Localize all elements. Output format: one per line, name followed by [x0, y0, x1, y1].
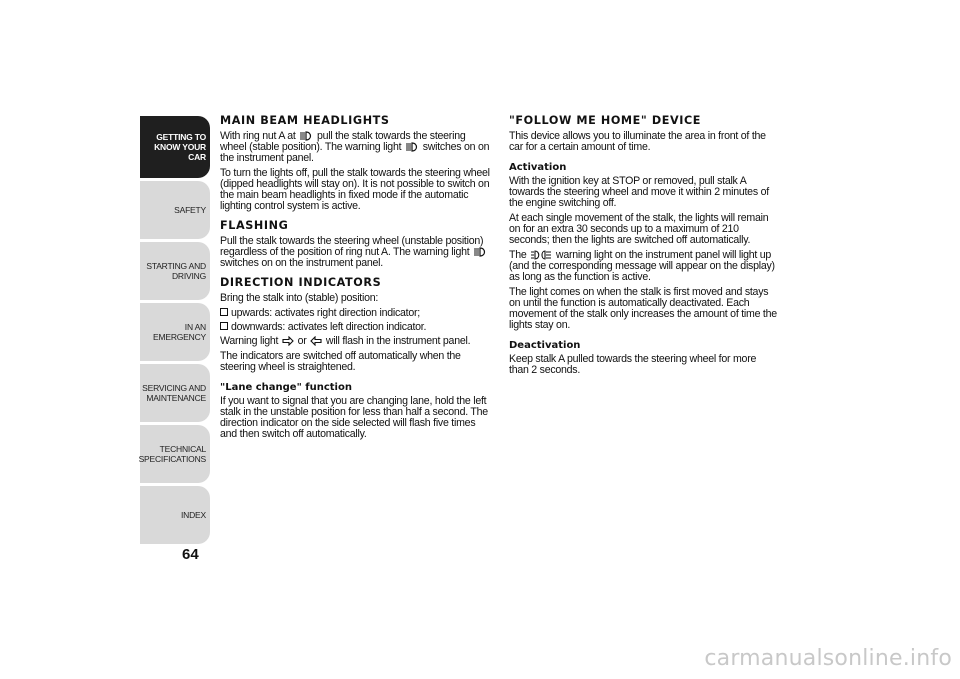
text: switches on on the instrument panel. [220, 257, 383, 269]
tab-getting-to-know[interactable] [140, 116, 210, 178]
follow-me-home-icon [530, 250, 552, 260]
tab-label: INDEX [181, 510, 206, 520]
text: Pull the stalk towards the steering wheel (unstable position) regardless of the position of ring nut A. The warning light [220, 235, 484, 258]
arrow-left-icon [310, 336, 322, 346]
left-column [220, 114, 492, 444]
paragraph: This device allows you to illuminate the area in front of the car for a certain amount of time. [509, 130, 766, 153]
paragraph [220, 336, 492, 347]
paragraph: The light comes on when the stalk is first moved and stays on until the function is automatically deactivated. Each movement of the stalk only increases the amount of time the lights stay on. [509, 286, 777, 331]
list-item [220, 308, 492, 319]
tab-label: GETTING TO KNOW YOUR CAR [154, 132, 206, 162]
main-beam-icon [405, 142, 419, 152]
paragraph [220, 236, 492, 269]
text: or [297, 335, 307, 347]
text: warning light on the instrument panel will light up (and the corresponding message will appear on the display) as long as the function is active. [509, 249, 775, 283]
tab-index[interactable] [140, 486, 210, 544]
tab-safety[interactable] [140, 181, 210, 239]
text: switches on on the instrument panel. [220, 141, 490, 164]
tab-servicing[interactable] [140, 364, 210, 422]
paragraph: If you want to signal that you are changing lane, hold the left stalk in the unstable position for less than half a second. The direction indicator on the side selected will flash five times and then switch off automatically. [220, 395, 488, 440]
main-beam-icon [299, 131, 313, 141]
tab-starting-driving[interactable] [140, 242, 210, 300]
tab-label: SAFETY [174, 205, 206, 215]
heading-activation: Activation [509, 162, 567, 173]
tab-emergency[interactable] [140, 303, 210, 361]
text: Warning light [220, 335, 279, 347]
tab-technical[interactable] [140, 425, 210, 483]
text: The [509, 249, 527, 261]
watermark: carmanualsonline.info [704, 646, 952, 671]
page-number: 64 [182, 546, 199, 563]
text: upwards: activates right direction indicator; [231, 307, 420, 319]
paragraph: Bring the stalk into (stable) position: [220, 292, 379, 304]
list-item [220, 322, 492, 333]
paragraph: At each single movement of the stalk, the lights will remain on for an extra 30 seconds up to a maximum of 210 seconds; then the lights are switched off automatically. [509, 212, 769, 246]
heading-lane-change: "Lane change" function [220, 382, 352, 393]
heading-main-beam: MAIN BEAM HEADLIGHTS [220, 114, 390, 127]
tab-label: STARTING AND DRIVING [146, 261, 206, 281]
paragraph: With the ignition key at STOP or removed, pull stalk A towards the steering wheel and move it within 2 minutes of the engine switching off. [509, 175, 769, 209]
main-beam-icon [473, 247, 487, 257]
bullet-box-icon [220, 322, 228, 330]
paragraph: To turn the lights off, pull the stalk towards the steering wheel (dipped headlights will stay on). It is not possible to switch on the main beam headlights in fixed mode if the automatic lighting control system is active. [220, 167, 490, 212]
text: With ring nut A at [220, 130, 296, 142]
heading-flashing: FLASHING [220, 219, 289, 232]
paragraph [509, 250, 777, 283]
text: downwards: activates left direction indicator. [231, 321, 427, 333]
heading-deactivation: Deactivation [509, 340, 581, 351]
right-column [509, 114, 777, 380]
paragraph: The indicators are switched off automatically when the steering wheel is straightened. [220, 350, 461, 373]
heading-direction-indicators: DIRECTION INDICATORS [220, 276, 382, 289]
paragraph [220, 131, 492, 164]
paragraph: Keep stalk A pulled towards the steering wheel for more than 2 seconds. [509, 353, 757, 376]
text: pull the stalk towards the steering wheel (stable position). The warning light [220, 130, 466, 153]
heading-follow-me-home: "FOLLOW ME HOME" DEVICE [509, 114, 702, 127]
tab-label: SERVICING AND MAINTENANCE [142, 383, 206, 403]
bullet-box-icon [220, 308, 228, 316]
tab-label: IN AN EMERGENCY [153, 322, 206, 342]
arrow-right-icon [282, 336, 294, 346]
text: will flash in the instrument panel. [325, 335, 471, 347]
tab-label: TECHNICAL SPECIFICATIONS [138, 444, 206, 464]
section-sidebar [140, 116, 210, 547]
